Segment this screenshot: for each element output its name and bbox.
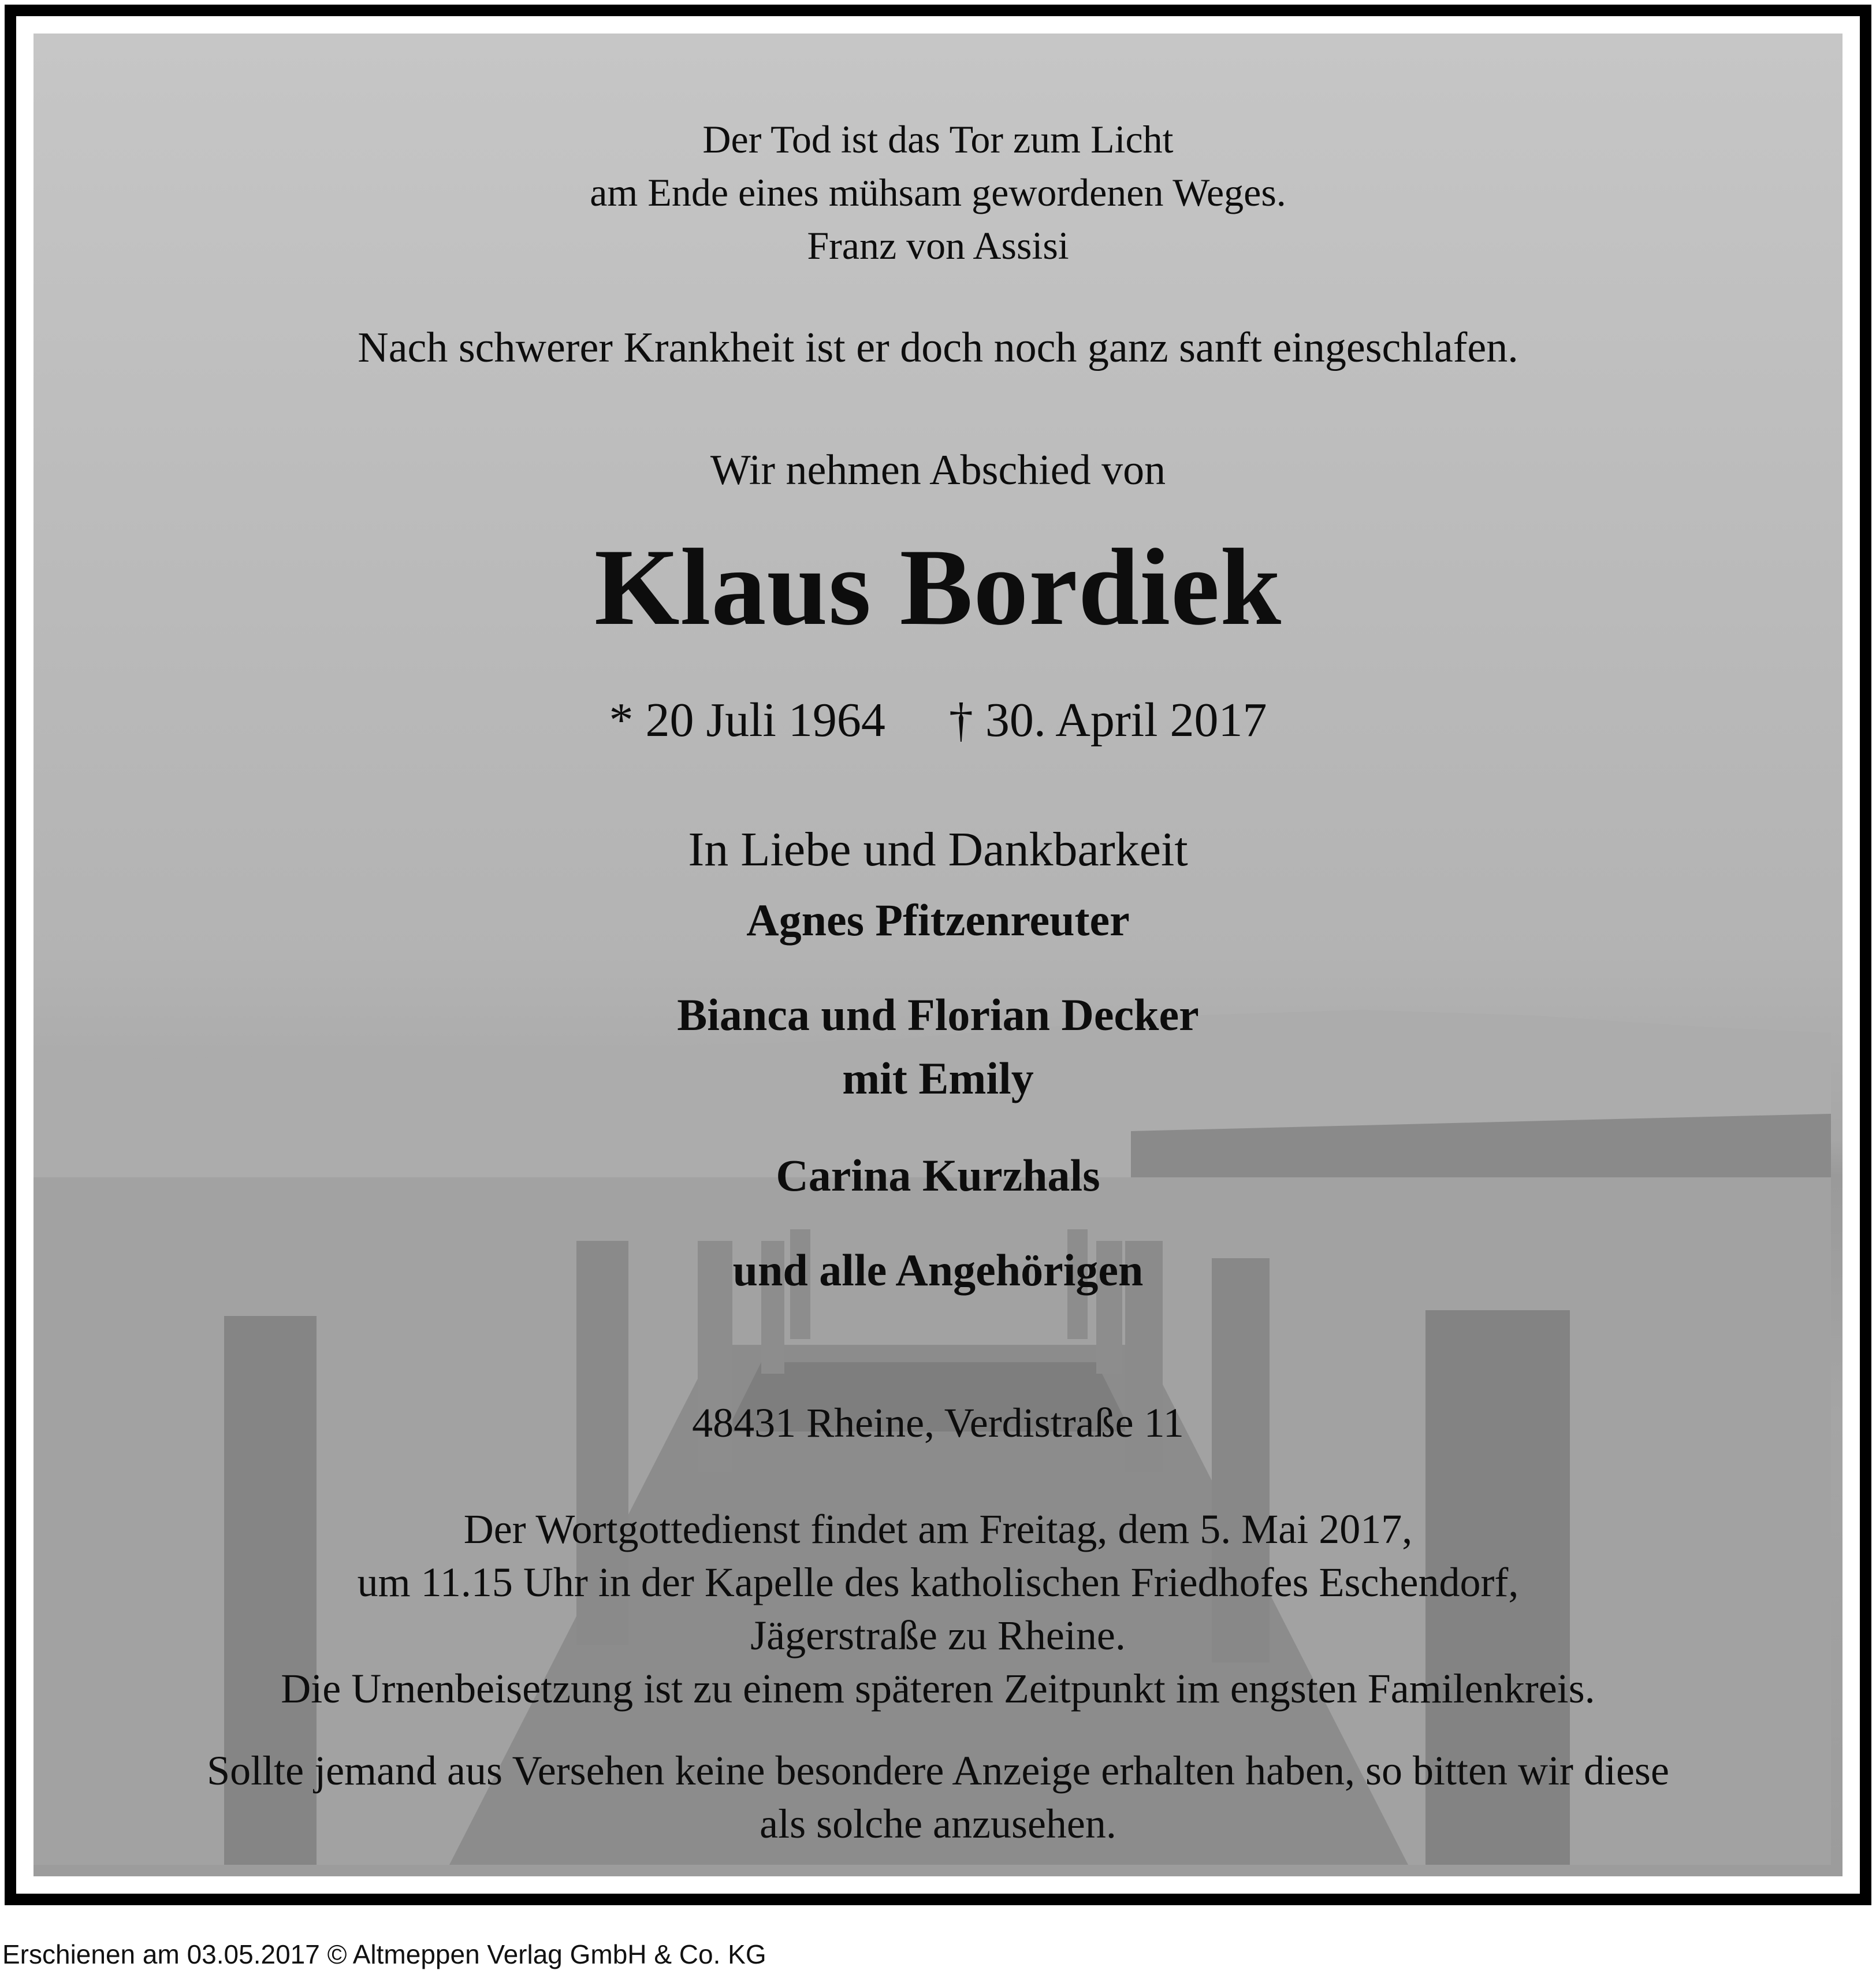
birth-date: * 20 Juli 1964 [609, 693, 885, 747]
frame-inner-border [16, 16, 1860, 1894]
mourner-4: Carina Kurzhals [776, 1150, 1100, 1200]
mourner-5: und alle Angehörigen [732, 1245, 1144, 1295]
mourner-3: mit Emily [842, 1053, 1034, 1103]
deceased-name: Klaus Bordiek [594, 527, 1282, 648]
intro-text: Nach schwerer Krankheit ist er doch noch ganz sanft eingeschlafen. [358, 324, 1518, 371]
quote-line-2: am Ende eines mühsam gewordenen Weges. [590, 170, 1286, 214]
publication-footer: Erschienen am 03.05.2017 © Altmeppen Verlag GmbH & Co. KG [2, 1939, 766, 1969]
address: 48431 Rheine, Verdistraße 11 [692, 1400, 1184, 1446]
quote-author: Franz von Assisi [807, 224, 1069, 267]
service-line-1: Der Wortgottedienst findet am Freitag, dem 5. Mai 2017, [463, 1506, 1413, 1552]
notice-line-1: Sollte jemand aus Versehen keine besondere Anzeige erhalten haben, so bitten wir diese [207, 1748, 1669, 1794]
death-date: † 30. April 2017 [948, 693, 1267, 747]
farewell-text: Wir nehmen Abschied von [710, 447, 1166, 494]
service-line-3: Jägerstraße zu Rheine. [750, 1612, 1126, 1659]
life-dates [34, 692, 1842, 748]
notice-line-2: als solche anzusehen. [760, 1801, 1116, 1847]
service-line-2: um 11.15 Uhr in der Kapelle des katholischen Friedhofes Eschendorf, [357, 1559, 1519, 1605]
mourning-frame [5, 5, 1871, 1905]
quote-line-1: Der Tod ist das Tor zum Licht [702, 117, 1174, 161]
service-line-4: Die Urnenbeisetzung ist zu einem späteren Zeitpunkt im engsten Familenkreis. [281, 1665, 1595, 1712]
mourner-2: Bianca und Florian Decker [677, 990, 1199, 1040]
love-line: In Liebe und Dankbarkeit [688, 823, 1188, 876]
obituary-text [34, 34, 1842, 1876]
mourner-1: Agnes Pfitzenreuter [746, 895, 1130, 945]
